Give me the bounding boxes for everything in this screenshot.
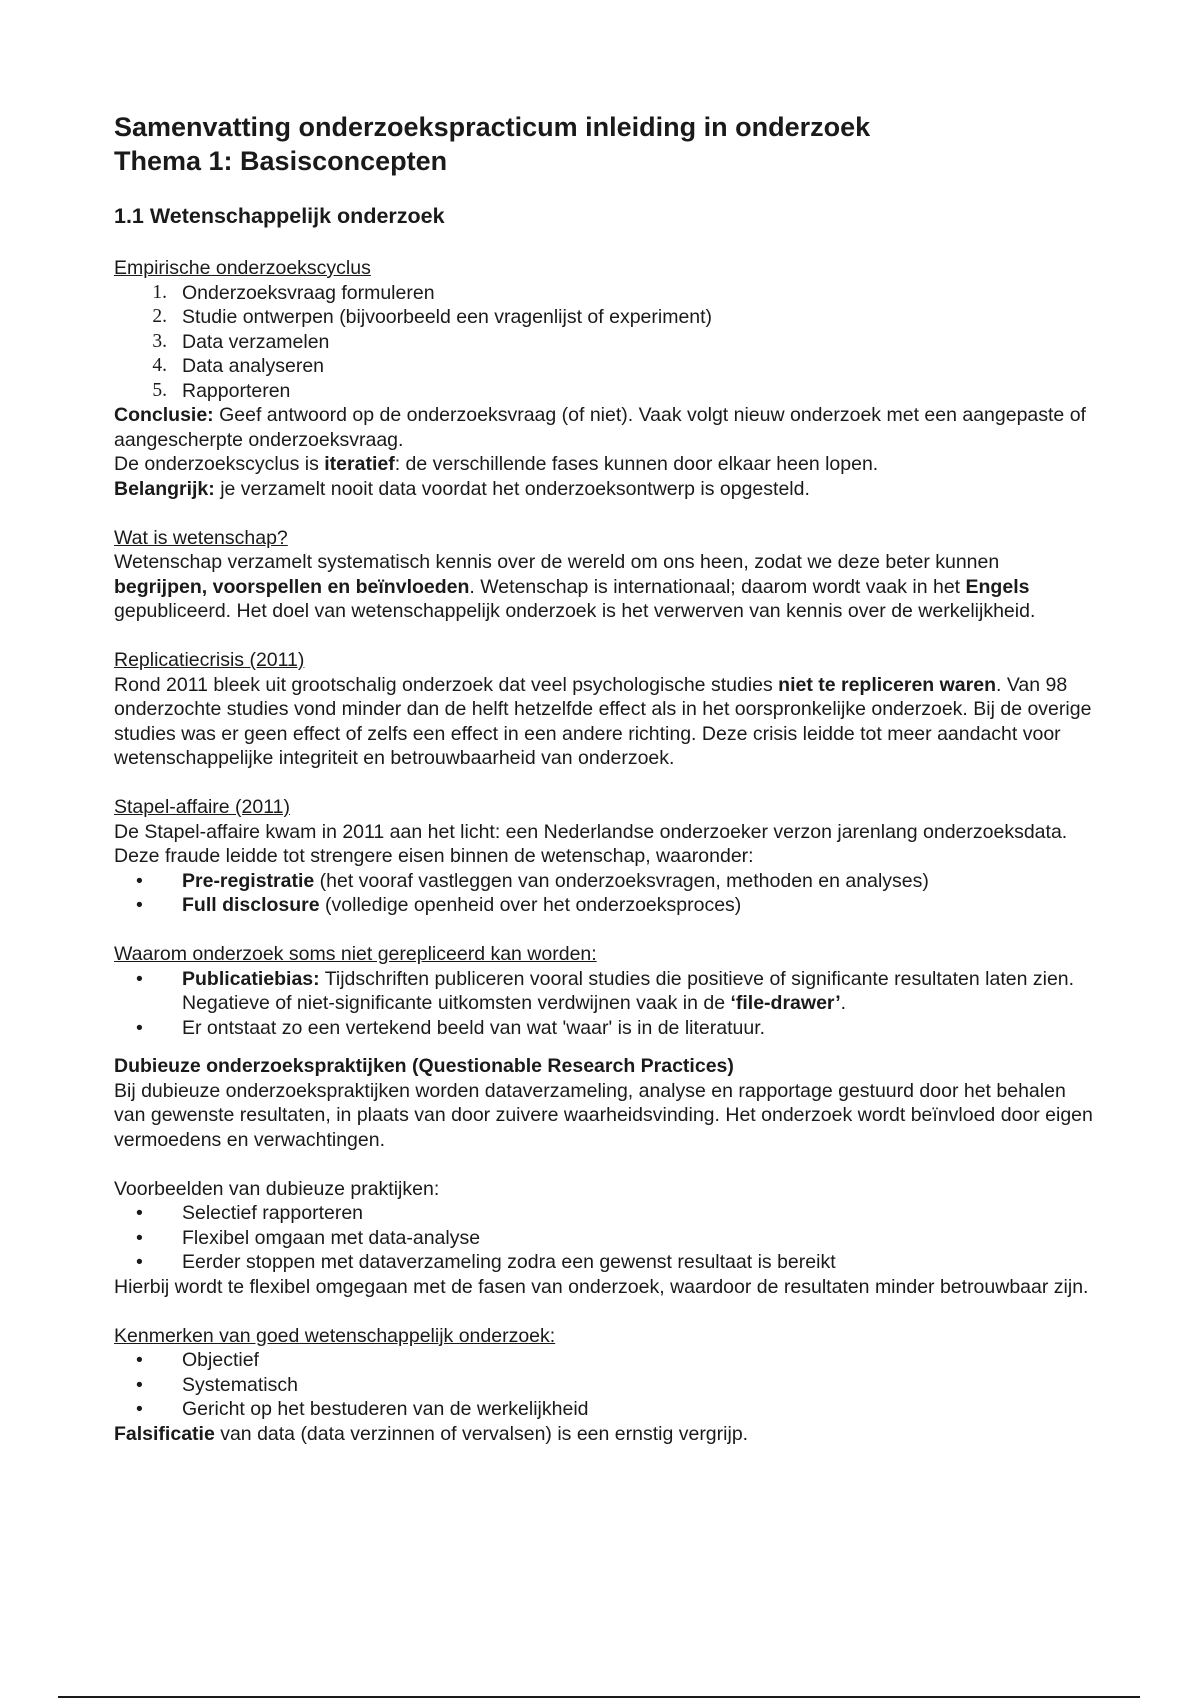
list-item bbox=[114, 281, 1094, 306]
cycle-heading: Empirische onderzoekscyclus bbox=[114, 257, 371, 279]
replication-bold: niet te repliceren waren bbox=[778, 673, 996, 696]
science-paragraph bbox=[114, 550, 1094, 624]
iterative-paragraph bbox=[114, 452, 1094, 477]
replication-block bbox=[114, 648, 1094, 771]
section-heading: 1.1 Wetenschappelijk onderzoek bbox=[114, 204, 445, 228]
file-drawer-term: ‘file-drawer’ bbox=[730, 992, 841, 1014]
title-line-2: Thema 1: Basisconcepten bbox=[114, 146, 448, 176]
science-heading: Wat is wetenschap? bbox=[114, 526, 288, 549]
cycle-steps bbox=[114, 281, 1094, 404]
bullet: • bbox=[136, 869, 143, 892]
list-item-text: Onderzoeksvraag formuleren bbox=[182, 281, 435, 304]
footer-divider bbox=[58, 1696, 1140, 1698]
list-item bbox=[114, 1397, 1094, 1422]
important-paragraph bbox=[114, 477, 1094, 502]
cycle-block bbox=[114, 256, 1094, 501]
science-bold-1: begrijpen, voorspellen en beïnvloeden bbox=[114, 575, 470, 598]
conclusion-label: Conclusie: bbox=[114, 404, 214, 426]
good-research-heading: Kenmerken van goed wetenschappelijk onderzoek: bbox=[114, 1324, 556, 1347]
qrp-examples-list bbox=[114, 1201, 1094, 1275]
publication-bias-label: Publicatiebias: bbox=[182, 967, 320, 990]
stapel-block bbox=[114, 795, 1094, 918]
falsification-paragraph bbox=[114, 1422, 1094, 1447]
science-text-3: gepubliceerd. Het doel van wetenschappelijk onderzoek is het verwerven van kennis over de werkelijkheid. bbox=[114, 600, 1036, 622]
iterative-text-post: : de verschillende fases kunnen door elkaar heen lopen. bbox=[394, 453, 879, 475]
falsification-term: Falsificatie bbox=[114, 1422, 215, 1445]
list-number: 2. bbox=[152, 306, 167, 327]
list-item bbox=[114, 379, 1094, 404]
qrp-paragraph: Bij dubieuze onderzoekspraktijken worden dataverzameling, analyse en rapportage gestuurd door het behalen van gewenste resultaten, in plaats van door zuivere waarheidsvinding. Het onderzoek wordt beïnvloed door eigen vermoedens en verwachtingen. bbox=[114, 1079, 1093, 1151]
not-replicated-list bbox=[114, 967, 1094, 1041]
list-item-text: (volledige openheid over het onderzoeksproces) bbox=[319, 894, 742, 916]
list-item bbox=[114, 967, 1094, 1016]
list-item-text: Eerder stoppen met dataverzameling zodra een gewenst resultaat is bereikt bbox=[182, 1251, 836, 1273]
list-item-text: Er ontstaat zo een vertekend beeld van wat 'waar' is in de literatuur. bbox=[182, 1016, 766, 1039]
list-item-bold: Full disclosure bbox=[182, 894, 320, 916]
stapel-list bbox=[114, 869, 1094, 918]
list-item-text: Selectief rapporteren bbox=[182, 1202, 364, 1224]
list-item bbox=[114, 1201, 1094, 1226]
iterative-term: iteratief bbox=[324, 453, 395, 475]
list-item bbox=[114, 330, 1094, 355]
bullet: • bbox=[136, 1226, 143, 1249]
publication-bias-text: Tijdschriften publiceren vooral studies die positieve of significante resultaten laten zien. Negatieve of niet-significante uitkomsten verdwijnen vaak in de bbox=[182, 967, 1075, 1014]
list-item-text: Rapporteren bbox=[182, 379, 291, 402]
list-number: 5. bbox=[152, 379, 167, 401]
qrp-examples-block bbox=[114, 1177, 1094, 1300]
qrp-examples-intro: Voorbeelden van dubieuze praktijken: bbox=[114, 1177, 440, 1200]
bullet: • bbox=[136, 894, 143, 916]
list-item-text: Studie ontwerpen (bijvoorbeeld een vragenlijst of experiment) bbox=[182, 306, 713, 328]
list-item-bold: Pre-registratie bbox=[182, 869, 315, 892]
bullet: • bbox=[136, 967, 143, 990]
list-item bbox=[114, 354, 1094, 379]
title-line-1: Samenvatting onderzoekspracticum inleiding in onderzoek bbox=[114, 112, 871, 142]
replication-paragraph bbox=[114, 673, 1094, 771]
bullet: • bbox=[136, 1251, 143, 1273]
not-replicated-block bbox=[114, 942, 1094, 1040]
good-research-list bbox=[114, 1348, 1094, 1422]
list-number: 1. bbox=[152, 281, 167, 303]
list-item bbox=[114, 1016, 1094, 1041]
replication-heading: Replicatiecrisis (2011) bbox=[114, 649, 305, 671]
list-number: 4. bbox=[152, 355, 167, 376]
list-item-text: Flexibel omgaan met data-analyse bbox=[182, 1226, 481, 1249]
list-item bbox=[114, 305, 1094, 330]
list-number: 3. bbox=[152, 330, 167, 352]
qrp-heading: Dubieuze onderzoekspraktijken (Questionable Research Practices) bbox=[114, 1055, 734, 1077]
list-item bbox=[114, 1373, 1094, 1398]
list-item bbox=[114, 1226, 1094, 1251]
important-label: Belangrijk: bbox=[114, 477, 215, 500]
bullet: • bbox=[136, 1349, 143, 1371]
replication-text-1: Rond 2011 bleek uit grootschalig onderzoek dat veel psychologische studies bbox=[114, 673, 779, 696]
stapel-paragraph: De Stapel-affaire kwam in 2011 aan het licht: een Nederlandse onderzoeker verzon jarenlang onderzoeksdata. Deze fraude leidde tot strengere eisen binnen de wetenschap, waaronder: bbox=[114, 820, 1068, 867]
important-text: je verzamelt nooit data voordat het onderzoeksontwerp is opgesteld. bbox=[214, 477, 810, 500]
list-item-text: (het vooraf vastleggen van onderzoeksvragen, methoden en analyses) bbox=[314, 869, 929, 892]
list-item bbox=[114, 869, 1094, 894]
science-block bbox=[114, 526, 1094, 624]
bullet: • bbox=[136, 1016, 143, 1039]
qrp-after-paragraph: Hierbij wordt te flexibel omgegaan met de fasen van onderzoek, waardoor de resultaten minder betrouwbaar zijn. bbox=[114, 1275, 1089, 1298]
conclusion-paragraph bbox=[114, 403, 1094, 452]
bullet: • bbox=[136, 1202, 143, 1224]
document-page bbox=[114, 110, 1094, 1471]
list-item-text: Gericht op het bestuderen van de werkelijkheid bbox=[182, 1398, 589, 1420]
list-item-text: Systematisch bbox=[182, 1373, 298, 1396]
bullet: • bbox=[136, 1398, 143, 1420]
good-research-block bbox=[114, 1324, 1094, 1447]
bullet: • bbox=[136, 1373, 143, 1396]
science-text-1: Wetenschap verzamelt systematisch kennis over de wereld om ons heen, zodat we deze beter kunnen bbox=[114, 551, 1000, 573]
qrp-block bbox=[114, 1054, 1094, 1152]
science-text-2: . Wetenschap is internationaal; daarom wordt vaak in het bbox=[469, 575, 966, 598]
list-item-text: Data verzamelen bbox=[182, 330, 330, 353]
list-item bbox=[114, 1250, 1094, 1275]
document-title bbox=[114, 110, 1094, 178]
stapel-heading: Stapel-affaire (2011) bbox=[114, 796, 290, 818]
conclusion-text: Geef antwoord op de onderzoeksvraag (of niet). Vaak volgt nieuw onderzoek met een aangepaste of aangescherpte onderzoeksvraag. bbox=[114, 404, 1086, 451]
science-bold-2: Engels bbox=[965, 575, 1030, 598]
publication-bias-end: . bbox=[840, 992, 847, 1014]
not-replicated-heading: Waarom onderzoek soms niet gerepliceerd kan worden: bbox=[114, 943, 597, 965]
list-item bbox=[114, 893, 1094, 918]
falsification-text: van data (data verzinnen of vervalsen) is een ernstig vergrijp. bbox=[214, 1422, 749, 1445]
list-item-text: Data analyseren bbox=[182, 355, 325, 377]
iterative-text-pre: De onderzoekscyclus is bbox=[114, 453, 325, 475]
list-item bbox=[114, 1348, 1094, 1373]
list-item-text: Objectief bbox=[182, 1349, 259, 1371]
replication-text-2: . Van 98 onderzochte studies vond minder dan de helft hetzelfde effect als in het oorspronkelijke onderzoek. Bij de overige studies was er geen effect of zelfs een effect in een andere richting. Deze crisis leidde tot meer aandacht voor wetenschappelijke integriteit en betrouwbaarheid van onderzoek. bbox=[114, 673, 1092, 769]
